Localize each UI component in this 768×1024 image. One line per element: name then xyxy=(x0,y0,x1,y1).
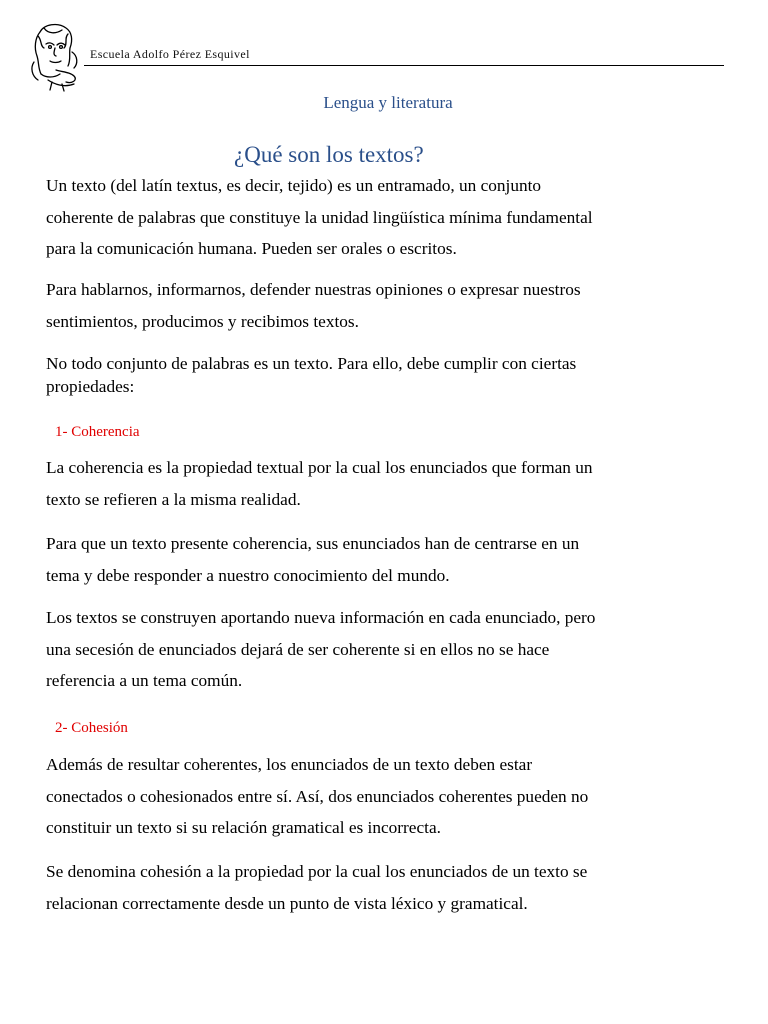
subject-heading: Lengua y literatura xyxy=(323,93,453,112)
paragraph-intro-2: Para hablarnos, informarnos, defender nuestras opiniones o expresar nuestros sentimientos, producimos y recibimos textos. xyxy=(46,280,581,331)
paragraph-coherencia-2: Para que un texto presente coherencia, sus enunciados han de centrarse en un tema y debe responder a nuestro conocimiento del mundo. xyxy=(46,534,580,585)
paragraph-coherencia-3: Los textos se construyen aportando nueva información en cada enunciado, pero una secesión de enunciados dejará de ser coherente si en ellos no se hace referencia a un tema común. xyxy=(46,608,596,690)
document-header xyxy=(28,22,724,94)
paragraph-intro-3: No todo conjunto de palabras es un texto. Para ello, debe cumplir con ciertas propiedades: xyxy=(46,354,577,396)
page-title: ¿Qué son los textos? xyxy=(234,142,424,167)
paragraph-cohesion-1: Además de resultar coherentes, los enunciados de un texto deben estar conectados o cohesionados entre sí. Así, dos enunciados coherentes pueden no constituir un texto si su relación gramatical es incorrecta. xyxy=(46,755,589,837)
school-name: Escuela Adolfo Pérez Esquivel xyxy=(90,47,250,61)
face-sketch-logo-icon xyxy=(28,22,82,92)
paragraph-coherencia-1: La coherencia es la propiedad textual por la cual los enunciados que forman un texto se refieren a la misma realidad. xyxy=(46,458,593,509)
header-divider xyxy=(84,65,724,66)
paragraph-cohesion-2: Se denomina cohesión a la propiedad por la cual los enunciados de un texto se relacionan correctamente desde un punto de vista léxico y gramatical. xyxy=(46,862,588,913)
paragraph-intro-1: Un texto (del latín textus, es decir, tejido) es un entramado, un conjunto coherente de palabras que constituye la unidad lingüística mínima fundamental para la comunicación humana. Pueden ser orales o escritos. xyxy=(46,176,593,258)
section-heading-coherencia: 1- Coherencia xyxy=(55,424,140,440)
section-heading-cohesion: 2- Cohesión xyxy=(55,720,128,736)
